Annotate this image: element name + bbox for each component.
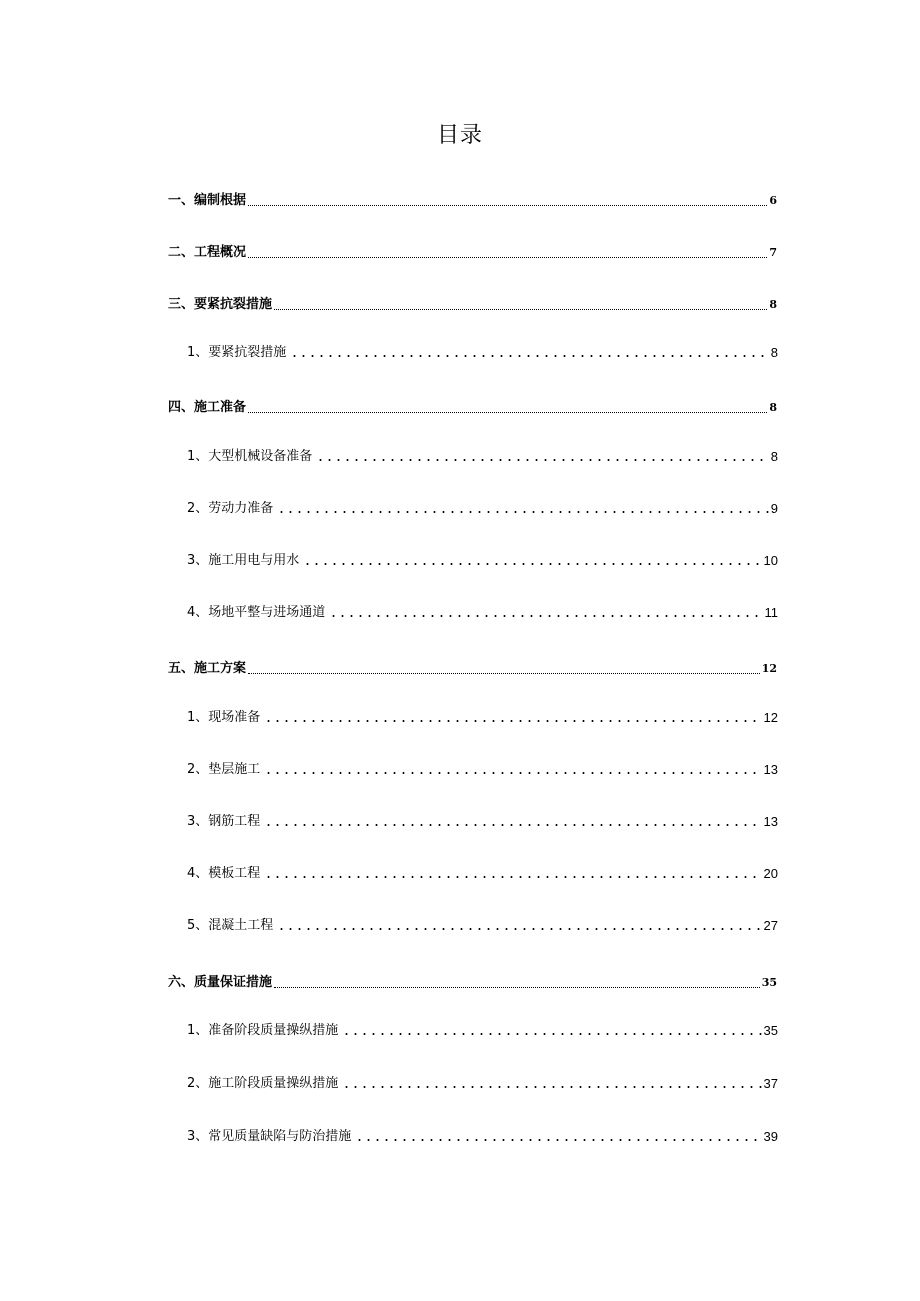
toc-entry-label: 五、施工方案 bbox=[168, 661, 247, 676]
toc-entry-page-number: 6 bbox=[769, 194, 777, 207]
toc-entry-label: 1、要紧抗裂措施 bbox=[187, 345, 287, 360]
toc-entry-level1[interactable] bbox=[168, 292, 777, 314]
toc-entry-page-number: 27 bbox=[763, 918, 778, 933]
toc-entry-page-number: 8 bbox=[770, 449, 778, 464]
toc-entry-label: 3、常见质量缺陷与防治措施 bbox=[187, 1129, 352, 1144]
toc-entry-label: 四、施工准备 bbox=[168, 400, 247, 415]
toc-entry-label: 1、准备阶段质量操纵措施 bbox=[187, 1023, 339, 1038]
toc-entry-page-number: 11 bbox=[764, 605, 778, 620]
toc-entry-label: 3、钢筋工程 bbox=[187, 814, 261, 829]
toc-dot-leader bbox=[248, 673, 760, 674]
toc-dot-leader bbox=[288, 355, 768, 357]
toc-entry-level1[interactable] bbox=[168, 188, 777, 210]
toc-dot-leader bbox=[275, 928, 761, 930]
toc-entry-level1[interactable] bbox=[168, 970, 777, 992]
toc-entry-page-number: 10 bbox=[763, 553, 778, 568]
toc-entry-level2[interactable] bbox=[187, 913, 778, 935]
toc-entry-level2[interactable] bbox=[187, 600, 778, 622]
toc-entry-level1[interactable] bbox=[168, 656, 777, 678]
toc-entry-level1[interactable] bbox=[168, 240, 777, 262]
toc-dot-leader bbox=[248, 205, 767, 206]
toc-entry-level2[interactable] bbox=[187, 444, 778, 466]
toc-entry-page-number: 12 bbox=[761, 662, 777, 675]
toc-entry-page-number: 13 bbox=[763, 814, 778, 829]
toc-title: 目录 bbox=[436, 123, 483, 148]
toc-entry-level2[interactable] bbox=[187, 1071, 778, 1093]
toc-entry-page-number: 13 bbox=[763, 762, 778, 777]
toc-dot-leader bbox=[262, 720, 761, 722]
toc-entry-page-number: 35 bbox=[761, 976, 777, 989]
toc-entry-label: 三、要紧抗裂措施 bbox=[168, 297, 273, 312]
toc-dot-leader bbox=[353, 1139, 761, 1141]
toc-entry-page-number: 39 bbox=[763, 1129, 778, 1144]
toc-dot-leader bbox=[262, 772, 761, 774]
toc-entry-label: 2、劳动力准备 bbox=[187, 501, 274, 516]
toc-entry-page-number: 9 bbox=[770, 501, 778, 516]
toc-entry-page-number: 20 bbox=[763, 866, 778, 881]
toc-entry-level2[interactable] bbox=[187, 1124, 778, 1146]
toc-entry-label: 1、大型机械设备准备 bbox=[187, 449, 313, 464]
toc-dot-leader bbox=[340, 1086, 761, 1088]
toc-entry-page-number: 37 bbox=[763, 1076, 778, 1091]
toc-entry-label: 4、场地平整与进场通道 bbox=[187, 605, 326, 620]
toc-dot-leader bbox=[262, 876, 761, 878]
toc-entry-level2[interactable] bbox=[187, 548, 778, 570]
toc-dot-leader bbox=[274, 987, 760, 988]
toc-entry-level2[interactable] bbox=[187, 705, 778, 727]
toc-entry-label: 二、工程概况 bbox=[168, 245, 247, 260]
toc-entry-label: 六、质量保证措施 bbox=[168, 975, 273, 990]
toc-entry-level2[interactable] bbox=[187, 496, 778, 518]
toc-entry-label: 3、施工用电与用水 bbox=[187, 553, 300, 568]
toc-entry-level2[interactable] bbox=[187, 1018, 778, 1040]
toc-entry-page-number: 8 bbox=[769, 401, 777, 414]
toc-entry-page-number: 12 bbox=[763, 710, 778, 725]
toc-entry-label: 4、模板工程 bbox=[187, 866, 261, 881]
toc-entry-page-number: 35 bbox=[763, 1023, 778, 1038]
toc-entry-label: 2、施工阶段质量操纵措施 bbox=[187, 1076, 339, 1091]
toc-dot-leader bbox=[274, 309, 767, 310]
toc-dot-leader bbox=[275, 511, 768, 513]
toc-entry-label: 1、现场准备 bbox=[187, 710, 261, 725]
toc-dot-leader bbox=[248, 412, 767, 413]
toc-entry-level1[interactable] bbox=[168, 395, 777, 417]
toc-dot-leader bbox=[314, 459, 768, 461]
toc-entry-level2[interactable] bbox=[187, 809, 778, 831]
toc-entry-level2[interactable] bbox=[187, 757, 778, 779]
toc-entry-page-number: 8 bbox=[770, 345, 778, 360]
toc-entry-label: 2、垫层施工 bbox=[187, 762, 261, 777]
toc-entry-page-number: 8 bbox=[769, 298, 777, 311]
toc-dot-leader bbox=[248, 257, 767, 258]
toc-entry-level2[interactable] bbox=[187, 861, 778, 883]
toc-entry-label: 一、编制根据 bbox=[168, 193, 247, 208]
toc-dot-leader bbox=[301, 563, 761, 565]
toc-entry-level2[interactable] bbox=[187, 340, 778, 362]
toc-dot-leader bbox=[262, 824, 761, 826]
toc-entry-page-number: 7 bbox=[769, 246, 777, 259]
toc-entry-label: 5、混凝土工程 bbox=[187, 918, 274, 933]
toc-dot-leader bbox=[327, 615, 762, 617]
toc-dot-leader bbox=[340, 1033, 761, 1035]
